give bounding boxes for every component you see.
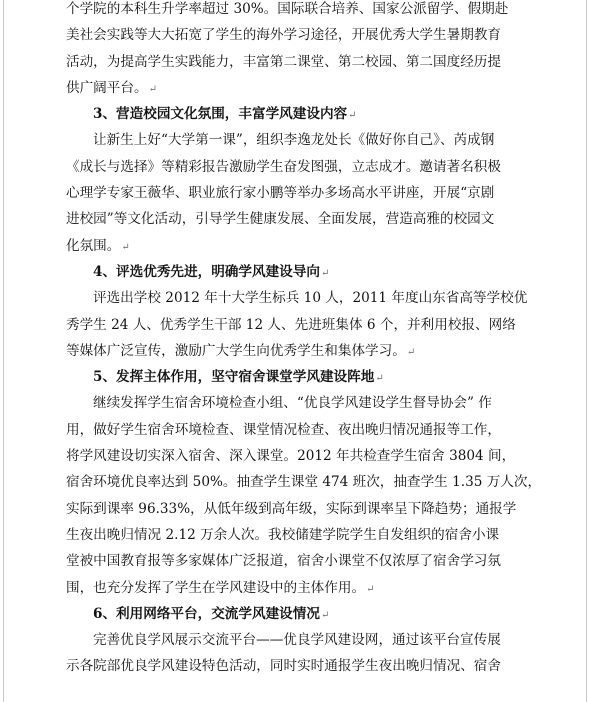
- paragraph-mark-icon: ↵: [320, 609, 330, 621]
- section-heading-3: 3、营造校园文化氛围，丰富学风建设内容↵: [93, 106, 357, 123]
- text-line: 《成长与选择》等精彩报告激励学生奋发图强，立志成才。邀请著名积极: [66, 158, 501, 175]
- text-line: 让新生上好“大学第一课”，组织李逸龙处长《做好你自己》、芮成钢: [93, 132, 495, 149]
- text-line: 活动，为提高学生实践能力，丰富第二课堂、第二校园、第二国度经历提: [66, 53, 501, 70]
- text-line: 将学风建设切实深入宿舍、深入课堂。2012 年共检查学生宿舍 3804 间，: [66, 448, 516, 465]
- text-line: 宿舍环境优良率达到 50%。抽查学生课堂 474 班次，抽查学生 1.35 万人次，: [66, 474, 542, 491]
- text-line: 等媒体广泛宣传，激励广大学生向优秀学生和集体学习。↵: [66, 342, 416, 359]
- paragraph-campus-culture: [66, 127, 528, 258]
- text-line: 评选出学校 2012 年十大学生标兵 10 人，2011 年度山东省高等学校优: [93, 290, 528, 307]
- paragraph-mark-icon: ↵: [375, 373, 384, 385]
- text-line: 实际到课率 96.33%，从低年级到高年级，实际到课率呈下降趋势；通报学: [66, 500, 517, 517]
- paragraph-mark-icon: ↵: [320, 267, 330, 279]
- text-line: 生夜出晚归情况 2.12 万余人次。我校储建学院学生自发组织的宿舍小课: [66, 526, 500, 543]
- page-border-right: [586, 0, 587, 702]
- paragraph-mark-icon: ↵: [121, 241, 130, 253]
- text-line: 秀学生 24 人、优秀学生干部 12 人、先进班集体 6 个，并利用校报、网络: [66, 316, 516, 333]
- section-heading-5: 5、发挥主体作用，坚守宿舍课堂学风建设阵地↵: [93, 369, 384, 386]
- paragraph-mark-icon: ↵: [148, 83, 157, 95]
- text-line: 进校园”等文化活动，引导学生健康发展、全面发展，营造高雅的校园文: [66, 211, 495, 228]
- text-line: 继续发挥学生宿舍环境检查小组、“优良学风建设学生督导协会” 作: [93, 395, 492, 412]
- text-line: 完善优良学风展示交流平台——优良学风建设网，通过该平台宣传展: [93, 632, 501, 649]
- paragraph-mark-icon: ↵: [406, 346, 416, 358]
- section-heading-6: 6、利用网络平台，交流学风建设情况↵: [93, 605, 330, 622]
- text-line: 供广阔平台。↵: [66, 79, 157, 96]
- text-line: 堂被中国教育报等多家媒体广泛报道，宿舍小课堂不仅浓厚了宿舍学习氛: [66, 553, 501, 570]
- page-border-left: [3, 0, 4, 702]
- text-line: 围，也充分发挥了学生在学风建设中的主体作用。↵: [66, 579, 375, 596]
- paragraph-mark-icon: ↵: [348, 110, 357, 122]
- text-line: 化氛围。↵: [66, 237, 130, 254]
- text-line: 心理学专家王薇华、职业旅行家小鹏等举办多场高水平讲座，开展“京剧: [66, 185, 495, 202]
- paragraph-mark-icon: ↵: [366, 583, 375, 595]
- text-line: 个学院的本科生升学率超过 30%。国际联合培养、国家公派留学、假期赴: [66, 1, 509, 17]
- text-line: 示各院部优良学风建设特色活动，同时实时通报学生夜出晚归情况、宿舍: [66, 658, 501, 675]
- paragraph-network: [66, 627, 528, 680]
- document-body: [66, 0, 542, 680]
- text-line: 用，做好学生宿舍环境检查、课堂情况检查、夜出晚归情况通报等工作，: [66, 421, 501, 438]
- paragraph-awards: [66, 285, 528, 364]
- text-line: 美社会实践等大大拓宽了学生的海外学习途径，开展优秀大学生暑期教育: [66, 27, 501, 44]
- section-heading-4: 4、评选优秀先进，明确学风建设导向↵: [93, 263, 330, 280]
- paragraph-intro: [66, 0, 528, 101]
- paragraph-dormitory: [66, 390, 542, 600]
